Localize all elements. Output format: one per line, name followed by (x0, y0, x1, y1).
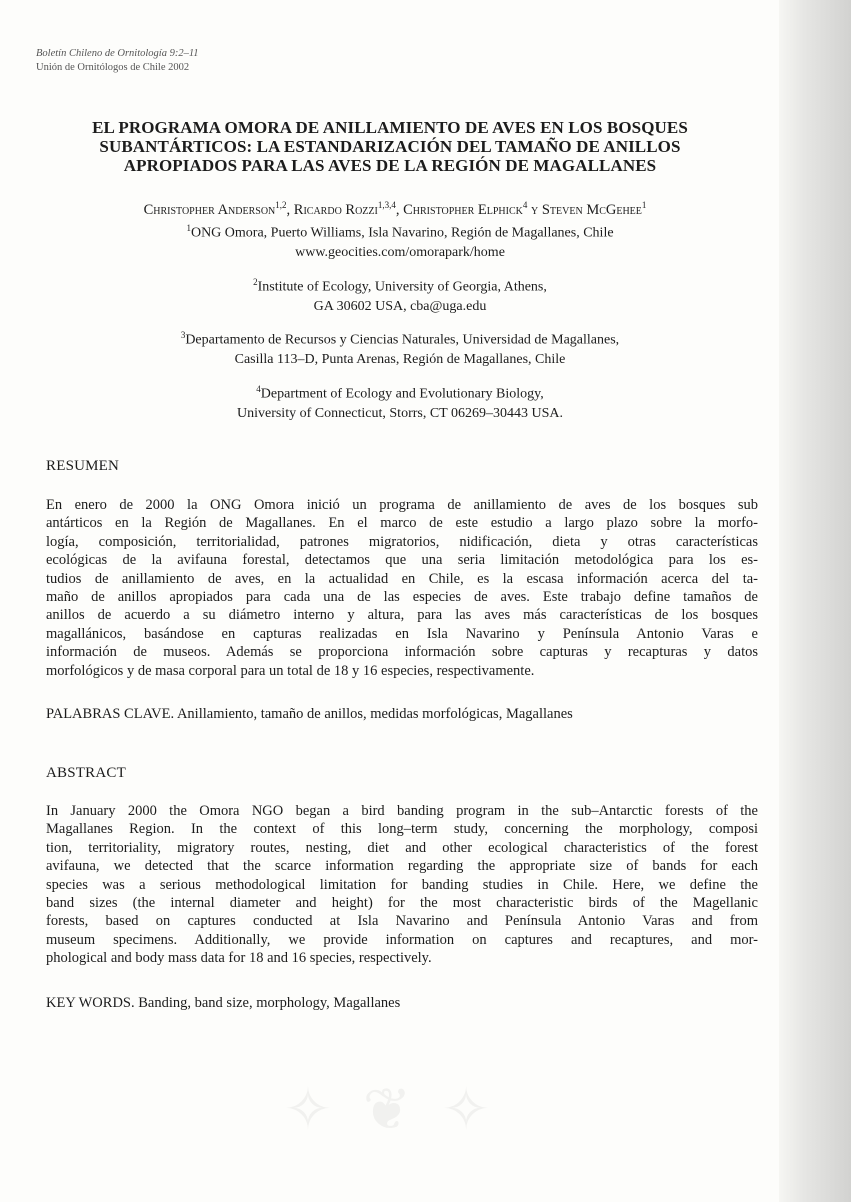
resumen-line: logía, composición, territorialidad, patrones migratorios, nidificación, dieta y otras características (46, 533, 758, 550)
resumen-line: maño de anillos apropiados para cada una de las especies de aves. Este trabajo define tamaños de (46, 589, 758, 606)
resumen-line: morfológicos y de masa corporal para un total de 18 y 16 especies, respectivamente. (46, 662, 535, 679)
author-affiliation-mark: 1 (641, 200, 647, 210)
abstract-line: Magallanes Region. In the context of this long–term study, concerning the morphology, composi (46, 821, 758, 838)
abstract-heading: ABSTRACT (46, 765, 126, 781)
affiliation-line: www.geocities.com/omorapark/home (295, 244, 505, 260)
affiliation-line: University of Connecticut, Storrs, CT 06269–30443 USA. (236, 405, 563, 421)
abstract-line: avifauna, we detected that the scarce information regarding the appropriate size of bands for each (46, 858, 758, 875)
abstract-line: In January 2000 the Omora NGO began a bird banding program in the sub–Antarctic forests of the (46, 803, 758, 819)
author-name: Christopher Elphick (403, 201, 523, 218)
affiliation-line: ONG Omora, Puerto Williams, Isla Navarino, Región de Magallanes, Chile (190, 225, 614, 241)
affiliation-4 (100, 380, 700, 423)
affiliation-line: Departamento de Recursos y Ciencias Naturales, Universidad de Magallanes, (185, 332, 620, 348)
author-affiliation-mark: 1,3,4 (377, 200, 396, 210)
abstract-line: band sizes (the internal diameter and height) for the most characteristic birds of the Magellanic (46, 895, 758, 912)
author-name: Christopher Anderson (143, 201, 276, 218)
affiliation-line: Casilla 113–D, Punta Arenas, Región de Magallanes, Chile (234, 351, 566, 367)
key-words: KEY WORDS. Banding, band size, morphology, Magallanes (46, 995, 401, 1011)
journal-title: Boletín Chileno de Ornitología 9:2–11 (36, 48, 199, 59)
abstract-line: species was a serious methodological limitation for banding studies in Chile. Here, we define the (46, 876, 758, 893)
resumen-heading: RESUMEN (46, 458, 120, 474)
author-separator: y (527, 201, 542, 218)
paper-title (60, 118, 720, 175)
affiliation-3 (100, 326, 700, 369)
abstract-line: tion, territoriality, migratory routes, nesting, diet and other ecological characteristics of the forest (46, 839, 758, 856)
affiliation-mark: 2 (253, 277, 258, 287)
title-line: APROPIADOS PARA LAS AVES DE LA REGIÓN DE MAGALLANES (123, 156, 657, 175)
affiliation-line: GA 30602 USA, cba@uga.edu (313, 298, 487, 314)
title-line: SUBANTÁRTICOS: LA ESTANDARIZACIÓN DEL TAMAÑO DE ANILLOS (99, 137, 681, 156)
page-edge-shadow (779, 0, 851, 1202)
affiliation-2 (100, 273, 700, 316)
author-list (50, 200, 740, 219)
abstract-line: forests, based on captures conducted at Isla Navarino and Península Antonio Varas and from (46, 913, 758, 930)
affiliation-mark: 1 (186, 223, 191, 233)
abstract-line: phological and body mass data for 18 and 16 species, respectively. (46, 950, 432, 967)
affiliation-line: Department of Ecology and Evolutionary Biology, (260, 386, 544, 402)
abstract-paragraph (46, 802, 758, 968)
author-affiliation-mark: 4 (522, 200, 528, 210)
author-separator: , (286, 201, 294, 218)
resumen-line: En enero de 2000 la ONG Omora inició un programa de anillamiento de aves de los bosques sub (46, 497, 758, 513)
affiliation-1 (100, 219, 700, 262)
author-name: Ricardo Rozzi (293, 201, 378, 218)
resumen-paragraph (46, 496, 758, 680)
journal-header (36, 47, 199, 75)
background-watermark: ✧ ❦ ✧ (283, 1075, 497, 1143)
title-line: EL PROGRAMA OMORA DE ANILLAMIENTO DE AVES EN LOS BOSQUES (92, 118, 688, 137)
journal-publisher: Unión de Ornitólogos de Chile 2002 (36, 62, 190, 73)
resumen-line: ecológicas de la avifauna forestal, detectamos que una seria limitación metodológica para los es- (46, 552, 758, 569)
author-name: Steven McGehee (541, 201, 642, 218)
palabras-clave: PALABRAS CLAVE. Anillamiento, tamaño de anillos, medidas morfológicas, Magallanes (46, 706, 573, 722)
resumen-line: tudios de anillamiento de aves, en la actualidad en Chile, es la escasa información acerca del ta- (46, 570, 758, 587)
abstract-line: museum specimens. Additionally, we provide information on captures and recaptures, and mor- (46, 931, 758, 948)
affiliation-line: Institute of Ecology, University of Georgia, Athens, (257, 279, 547, 295)
author-affiliation-mark: 1,2 (275, 200, 287, 210)
affiliation-mark: 4 (256, 384, 261, 394)
resumen-line: magallánicos, basándose en capturas realizadas en Isla Navarino y Península Antonio Varas e (46, 625, 758, 642)
resumen-line: anillos de acuerdo a su diámetro interno y altura, para las aves más características de los bosques (46, 607, 758, 624)
resumen-line: información de museos. Además se proporciona información sobre capturas y recapturas y datos (46, 644, 758, 661)
author-separator: , (395, 201, 404, 218)
resumen-line: antárticos en la Región de Magallanes. En el marco de este estudio a largo plazo sobre la morfo- (46, 515, 758, 532)
affiliation-mark: 3 (180, 330, 186, 340)
